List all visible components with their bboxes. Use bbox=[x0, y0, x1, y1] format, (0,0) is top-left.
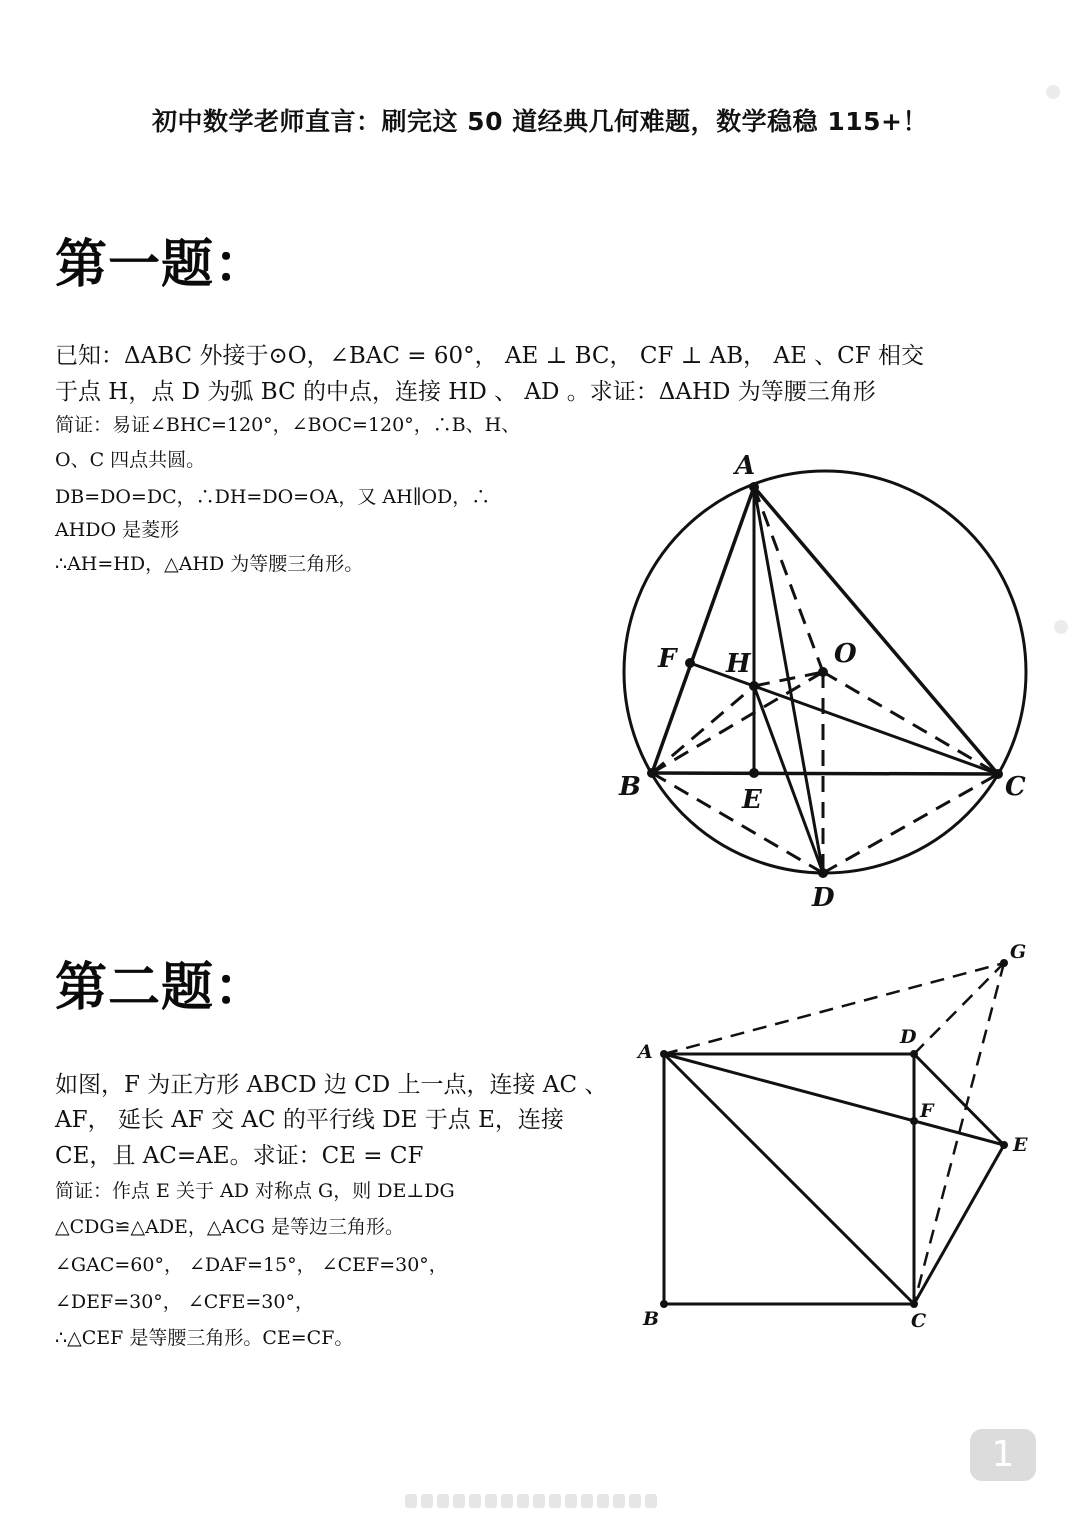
problem2-statement-line: 如图，F 为正方形 ABCD 边 CD 上一点，连接 AC 、 bbox=[55, 1072, 608, 1098]
point-b bbox=[660, 1300, 668, 1308]
problem2-statement-line: AF， 延长 AF 交 AC 的平行线 DE 于点 E，连接 bbox=[55, 1107, 564, 1133]
label-d: D bbox=[900, 1026, 917, 1048]
point-c bbox=[910, 1300, 918, 1308]
point-a bbox=[749, 482, 759, 492]
label-b: B bbox=[643, 1308, 660, 1330]
problem1-proof-line: O、C 四点共圆。 bbox=[55, 449, 206, 471]
page-title: 初中数学老师直言：刷完这 50 道经典几何难题，数学稳稳 115+！ bbox=[151, 107, 929, 136]
point-d bbox=[910, 1050, 918, 1058]
problem2-proof-line: ∠GAC=60°， ∠DAF=15°， ∠CEF=30°， bbox=[55, 1254, 448, 1276]
label-d: D bbox=[812, 883, 835, 913]
problem2-proof-line: 简证：作点 E 关于 AD 对称点 G，则 DE⊥DG bbox=[55, 1180, 455, 1202]
problem1-statement-line: 于点 H，点 D 为弧 BC 的中点，连接 HD 、 AD 。求证：ΔAHD 为等腰三角形 bbox=[55, 379, 876, 405]
label-h: H bbox=[726, 649, 751, 679]
label-e: E bbox=[1013, 1134, 1028, 1156]
dashed-dg bbox=[914, 963, 1004, 1054]
dashed-bd bbox=[652, 773, 823, 873]
label-f: F bbox=[920, 1100, 934, 1122]
point-f bbox=[685, 658, 695, 668]
dashed-ag bbox=[664, 963, 1004, 1054]
problem2-proof-line: △CDG≌△ADE，△ACG 是等边三角形。 bbox=[55, 1216, 405, 1238]
problem1-proof-line: AHDO 是菱形 bbox=[55, 519, 180, 541]
label-a: A bbox=[735, 451, 756, 481]
segment-bc bbox=[652, 773, 998, 774]
point-d bbox=[818, 868, 828, 878]
segment-ae bbox=[664, 1054, 1004, 1145]
problem1-proof-line: ∴AH=HD，△AHD 为等腰三角形。 bbox=[55, 553, 364, 575]
point-b bbox=[647, 768, 657, 778]
point-e bbox=[1000, 1141, 1008, 1149]
dashed-dc bbox=[823, 774, 998, 873]
dashed-ao bbox=[754, 487, 823, 672]
point-o bbox=[818, 667, 828, 677]
label-a: A bbox=[638, 1041, 653, 1063]
segment-hd bbox=[754, 686, 823, 873]
point-e bbox=[749, 768, 759, 778]
problem1-figure bbox=[600, 440, 1060, 920]
segment-ac bbox=[664, 1054, 914, 1304]
point-f bbox=[910, 1117, 918, 1125]
label-o: O bbox=[834, 639, 857, 669]
label-f: F bbox=[658, 644, 677, 674]
edge-indicator bbox=[1054, 620, 1068, 634]
label-c: C bbox=[1005, 772, 1026, 802]
segment-ec bbox=[914, 1145, 1004, 1304]
label-c: C bbox=[911, 1310, 927, 1332]
label-b: B bbox=[619, 772, 641, 802]
label-g: G bbox=[1010, 941, 1027, 963]
problem1-heading: 第一题： bbox=[55, 235, 268, 295]
problem1-statement-line: 已知：ΔABC 外接于⊙O，∠BAC = 60°， AE ⊥ BC， CF ⊥ AB， AE 、CF 相交 bbox=[55, 343, 925, 369]
point-h bbox=[749, 681, 759, 691]
point-a bbox=[660, 1050, 668, 1058]
dashed-oc bbox=[823, 672, 998, 774]
problem2-proof-line: ∠DEF=30°， ∠CFE=30°， bbox=[55, 1291, 314, 1313]
problem2-proof-line: ∴△CEF 是等腰三角形。CE=CF。 bbox=[55, 1327, 354, 1349]
watermark-strip bbox=[405, 1493, 661, 1512]
point-g bbox=[1000, 959, 1008, 967]
point-c bbox=[993, 769, 1003, 779]
problem2-heading: 第二题： bbox=[55, 958, 268, 1018]
page-indicator-badge[interactable]: 1 bbox=[970, 1429, 1036, 1481]
edge-indicator bbox=[1046, 85, 1060, 99]
problem2-figure bbox=[630, 935, 1050, 1340]
label-e: E bbox=[742, 785, 762, 815]
problem1-proof-line: 简证：易证∠BHC=120°，∠BOC=120°，∴B、H、 bbox=[55, 414, 521, 436]
problem2-statement-line: CE，且 AC=AE。求证：CE = CF bbox=[55, 1143, 424, 1169]
problem1-proof-line: DB=DO=DC，∴DH=DO=OA，又 AH∥OD，∴ bbox=[55, 486, 491, 508]
